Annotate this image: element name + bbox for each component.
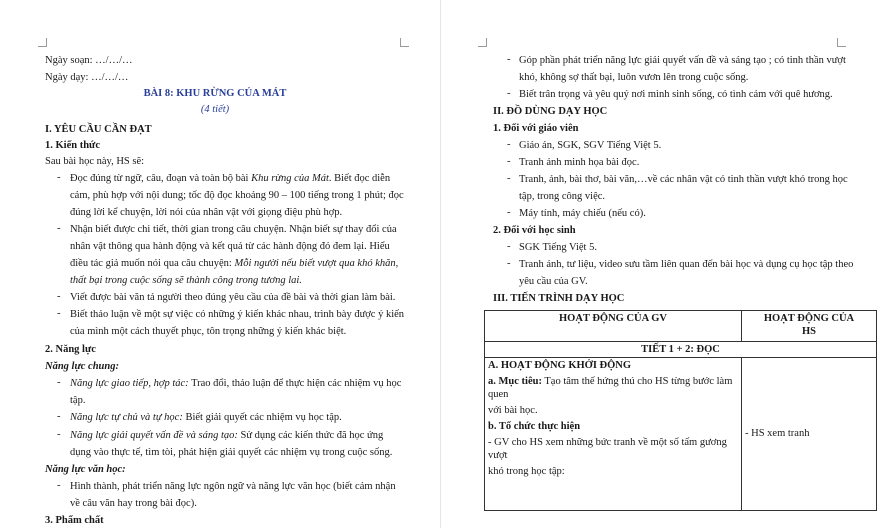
list-item: Viết được bài văn tả người theo đúng yêu cầu của đề bài và thời gian làm bài. (70, 292, 396, 303)
muc-tieu-cont: với bài học. (488, 405, 538, 416)
to-chuc: b. Tổ chức thực hiện (488, 421, 581, 432)
list-item-cont: thất bại trong cuộc sống sẽ thành công trong tương lai. (70, 275, 302, 286)
sub-heading: Năng lực văn học: (45, 464, 126, 475)
lesson-subtitle: (4 tiết) (200, 104, 230, 115)
list-item: Biết trân trọng và yêu quý nơi mình sinh sống, có tình cảm với quê hương. (519, 89, 833, 100)
bullet-dash: - (507, 258, 511, 269)
bullet-dash: - (57, 172, 61, 183)
sub-heading: 1. Đối với giáo viên (493, 123, 579, 134)
margin-mark (478, 38, 487, 47)
margin-mark (837, 38, 846, 47)
bullet-dash: - (57, 429, 61, 440)
activity-heading: A. HOẠT ĐỘNG KHỞI ĐỘNG (488, 360, 632, 371)
list-item: Nhận biết được chi tiết, thời gian trong câu chuyện. Nhận biết sự thay đổi của (70, 224, 397, 235)
list-item: Đọc đúng từ ngữ, câu, đoạn và toàn bộ bài Khu rừng của Mát. Biết đọc diễn (70, 173, 391, 184)
list-item: Tranh ảnh, tư liệu, video sưu tầm liên quan đến bài học và dụng cụ học tập theo (519, 259, 854, 270)
muc-tieu: a. Mục tiêu: Tạo tâm thế hứng thú cho HS từng bước làm quen (488, 376, 733, 400)
margin-mark (400, 38, 409, 47)
list-item-cont: cảm, phù hợp với nội dung; tốc độ đọc khoảng 90 – 100 tiếng trong 1 phút; đọc (70, 190, 404, 201)
table-header-row (485, 311, 877, 342)
hs-activity: - HS xem tranh (745, 428, 810, 439)
ngay-soan: Ngày soạn: …/…/… (45, 55, 133, 66)
list-item: Tranh, ảnh, bài thơ, bài văn,…về các nhân vật có tinh thần vượt khó trong học (519, 174, 848, 185)
sub-heading: 3. Phẩm chất (45, 515, 104, 526)
table-row (485, 342, 877, 358)
hs-cell (742, 358, 877, 511)
gv-activity: - GV cho HS xem những bức tranh về một số tấm gương vượt (488, 437, 727, 461)
list-item-cont: đúng lời kể chuyện, lời nói của nhân vật với giọng điệu phù hợp. (70, 207, 343, 218)
list-item: Năng lực giải quyết vấn đề và sáng tạo: Sử dụng các kiến thức đã học ứng (70, 430, 384, 441)
list-item: Giáo án, SGK, SGV Tiếng Việt 5. (519, 140, 662, 151)
list-item: Năng lực tự chủ và tự học: Biết giải quyết các nhiệm vụ học tập. (70, 412, 342, 423)
list-item: Biết thảo luận về một sự việc có những ý kiến khác nhau, trình bày được ý kiến (70, 309, 405, 320)
bullet-dash: - (57, 411, 61, 422)
sub-heading: 2. Đối với học sinh (493, 225, 576, 236)
bullet-dash: - (507, 156, 511, 167)
bullet-dash: - (507, 88, 511, 99)
bullet-dash: - (57, 308, 61, 319)
list-item: Năng lực giao tiếp, hợp tác: Trao đổi, thảo luận để thực hiện các nhiệm vụ học (70, 378, 402, 389)
lesson-title: BÀI 8: KHU RỪNG CỦA MÁT (143, 88, 287, 99)
section-heading: III. TIẾN TRÌNH DẠY HỌC (493, 293, 625, 304)
header-cell-gv: HOẠT ĐỘNG CỦA GV (485, 311, 742, 342)
bullet-dash: - (507, 207, 511, 218)
sub-heading: Năng lực chung: (45, 361, 119, 372)
list-item-cont: điều tác giả muốn nói qua câu chuyện: Mỗi người nếu biết vượt qua khó khăn, (70, 258, 399, 269)
bullet-dash: - (57, 291, 61, 302)
list-item-cont: nhân vật thông qua hành động và kết quả từ các hành động đó đem lại. Hiểu (70, 241, 390, 252)
left-page (0, 0, 440, 528)
ngay-day: Ngày dạy: …/…/… (45, 72, 129, 83)
list-item: Máy tính, máy chiếu (nếu có). (519, 208, 646, 219)
list-item-cont: về câu văn hay trong bài đọc). (70, 498, 197, 509)
list-item: SGK Tiếng Việt 5. (519, 242, 597, 253)
table-row (485, 358, 877, 511)
list-item-cont: yêu cầu của GV. (519, 276, 588, 287)
section-heading: II. ĐỒ DÙNG DẠY HỌC (493, 106, 608, 117)
tiet-row: TIẾT 1 + 2: ĐỌC (485, 342, 877, 358)
header-cell-hs: HOẠT ĐỘNG CỦA HS (742, 311, 877, 342)
list-item: Hình thành, phát triển năng lực ngôn ngữ và năng lực văn học (biết cảm nhận (70, 481, 396, 492)
intro-text: Sau bài học này, HS sẽ: (45, 156, 145, 167)
margin-mark (38, 38, 47, 47)
bullet-dash: - (507, 54, 511, 65)
lesson-plan-table (484, 310, 877, 511)
list-item-cont: dụng vào thực tế, tìm tòi, phát hiện giải quyết các nhiệm vụ trong cuộc sống. (70, 447, 393, 458)
bullet-dash: - (507, 139, 511, 150)
bullet-dash: - (57, 480, 61, 491)
bullet-dash: - (57, 223, 61, 234)
bullet-dash: - (57, 377, 61, 388)
list-item-cont: khó, không sợ thất bại, luôn vươn lên trong cuộc sống. (519, 72, 749, 83)
list-item-cont: tập, trong công việc. (519, 191, 606, 202)
bullet-dash: - (507, 173, 511, 184)
list-item-cont: của mình một cách thuyết phục, tôn trọng những ý kiến khác biệt. (70, 326, 347, 337)
section-heading: I. YÊU CẦU CẦN ĐẠT (45, 124, 152, 135)
bullet-dash: - (507, 241, 511, 252)
sub-heading: 1. Kiến thức (45, 140, 101, 151)
gv-cell (485, 358, 742, 511)
list-item-cont: tập. (70, 395, 86, 406)
list-item: Tranh ảnh minh họa bài đọc. (519, 157, 640, 168)
list-item: Góp phần phát triển năng lực giải quyết vấn đề và sáng tạo ; có tinh thần vượt (519, 55, 846, 66)
sub-heading: 2. Năng lực (45, 344, 96, 355)
gv-activity-cont: khó trong học tập: (488, 466, 565, 477)
